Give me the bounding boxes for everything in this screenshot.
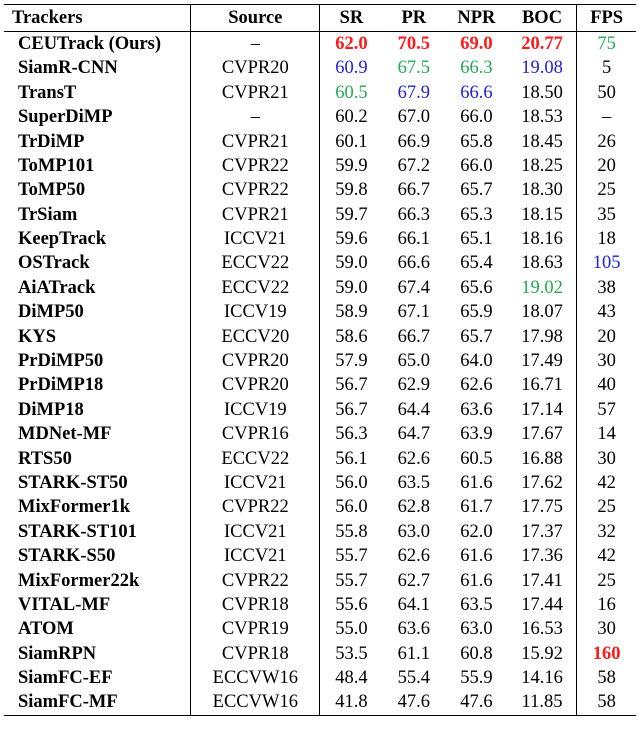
table-row xyxy=(4,447,636,471)
header-boc: BOC xyxy=(508,5,577,32)
table-row xyxy=(4,178,636,202)
fps-cell: 43 xyxy=(577,300,636,324)
boc-cell: 17.98 xyxy=(521,326,563,347)
fps-cell: 75 xyxy=(577,32,636,57)
fps-cell: 105 xyxy=(577,252,636,276)
table-row xyxy=(4,495,636,519)
npr-cell: 63.9 xyxy=(460,424,493,445)
table-row xyxy=(4,105,636,129)
sr-cell: 62.0 xyxy=(335,33,368,54)
sr-cell: 59.0 xyxy=(335,277,368,298)
sr-cell: 59.6 xyxy=(335,229,368,250)
table-row xyxy=(4,349,636,373)
tracker-name-cell: DiMP50 xyxy=(18,302,84,323)
source-cell: CVPR18 xyxy=(191,642,320,666)
pr-cell: 63.6 xyxy=(397,619,431,640)
npr-cell: 63.0 xyxy=(460,619,493,640)
sr-cell: 55.8 xyxy=(335,521,368,542)
source-cell: ICCV19 xyxy=(191,300,320,324)
npr-cell: 62.6 xyxy=(460,375,493,396)
header-source: Source xyxy=(191,5,320,32)
sr-cell: 60.9 xyxy=(335,58,368,79)
npr-cell: 61.7 xyxy=(460,497,493,518)
boc-cell: 16.71 xyxy=(521,375,563,396)
boc-cell: 17.67 xyxy=(521,424,563,445)
source-cell: ICCV19 xyxy=(191,398,320,422)
source-cell: ICCV21 xyxy=(191,520,320,544)
fps-cell: 50 xyxy=(577,81,636,105)
pr-cell: 62.9 xyxy=(397,375,431,396)
npr-cell: 66.6 xyxy=(460,82,493,103)
tracker-name-cell: MixFormer22k xyxy=(18,570,140,591)
pr-cell: 62.6 xyxy=(397,448,431,469)
sr-cell: 60.1 xyxy=(335,131,368,152)
source-cell: CVPR21 xyxy=(191,130,320,154)
fps-cell: 38 xyxy=(577,276,636,300)
pr-cell: 67.2 xyxy=(397,155,431,176)
npr-cell: 66.0 xyxy=(460,155,493,176)
table-row xyxy=(4,691,636,716)
fps-cell: 26 xyxy=(577,130,636,154)
boc-cell: 18.53 xyxy=(521,107,563,128)
pr-cell: 63.5 xyxy=(397,472,431,493)
table-row xyxy=(4,56,636,80)
fps-cell: 30 xyxy=(577,447,636,471)
source-cell: CVPR21 xyxy=(191,203,320,227)
source-cell: CVPR16 xyxy=(191,422,320,446)
table-row xyxy=(4,569,636,593)
source-cell: CVPR20 xyxy=(191,349,320,373)
fps-cell: 35 xyxy=(577,203,636,227)
tracker-name-cell: ATOM xyxy=(18,619,74,640)
npr-cell: 65.4 xyxy=(460,253,493,274)
npr-cell: 65.7 xyxy=(460,180,493,201)
npr-cell: 61.6 xyxy=(460,570,493,591)
boc-cell: 19.02 xyxy=(521,277,563,298)
tracker-name-cell: PrDiMP18 xyxy=(18,375,104,396)
source-cell: CVPR22 xyxy=(191,178,320,202)
source-cell: CVPR22 xyxy=(191,154,320,178)
sr-cell: 58.9 xyxy=(335,302,368,323)
tracker-name-cell: TrSiam xyxy=(18,204,78,225)
source-cell: CVPR22 xyxy=(191,495,320,519)
fps-cell: 5 xyxy=(577,56,636,80)
table-row xyxy=(4,227,636,251)
fps-cell: 32 xyxy=(577,520,636,544)
table-row xyxy=(4,32,636,57)
npr-cell: 62.0 xyxy=(460,521,493,542)
source-cell: – xyxy=(191,32,320,57)
fps-cell: – xyxy=(577,105,636,129)
npr-cell: 60.5 xyxy=(460,448,493,469)
sr-cell: 59.8 xyxy=(335,180,368,201)
pr-cell: 67.1 xyxy=(397,302,431,323)
tracker-name-cell: STARK-ST50 xyxy=(18,472,128,493)
boc-cell: 17.36 xyxy=(521,546,563,567)
npr-cell: 60.8 xyxy=(460,643,493,664)
source-cell: CVPR20 xyxy=(191,373,320,397)
tracker-name-cell: STARK-S50 xyxy=(18,546,116,567)
table-row xyxy=(4,154,636,178)
pr-cell: 66.7 xyxy=(397,180,431,201)
results-table xyxy=(4,4,636,716)
boc-cell: 11.85 xyxy=(508,691,577,716)
tracker-name-cell: SiamR-CNN xyxy=(18,58,118,79)
table-row xyxy=(4,471,636,495)
npr-cell: 65.1 xyxy=(460,229,493,250)
npr-cell: 66.0 xyxy=(460,107,493,128)
table-row xyxy=(4,203,636,227)
npr-cell: 64.0 xyxy=(460,351,493,372)
sr-cell: 56.7 xyxy=(335,399,368,420)
fps-cell: 30 xyxy=(577,349,636,373)
pr-cell: 67.0 xyxy=(397,107,431,128)
tracker-name-cell: KYS xyxy=(18,326,57,347)
table-row xyxy=(4,617,636,641)
boc-cell: 18.45 xyxy=(521,131,563,152)
header-trackers: Trackers xyxy=(4,5,191,32)
source-cell: ECCV22 xyxy=(191,447,320,471)
boc-cell: 17.44 xyxy=(521,594,563,615)
tracker-name-cell: SiamFC-EF xyxy=(18,668,113,689)
fps-cell: 16 xyxy=(577,593,636,617)
npr-cell: 61.6 xyxy=(460,546,493,567)
tracker-name-cell: TransT xyxy=(18,82,77,103)
pr-cell: 67.4 xyxy=(397,277,431,298)
pr-cell: 64.1 xyxy=(397,594,431,615)
fps-cell: 42 xyxy=(577,471,636,495)
fps-cell: 58 xyxy=(577,666,636,690)
tracker-name-cell: RTS50 xyxy=(18,448,72,469)
pr-cell: 61.1 xyxy=(397,643,431,664)
npr-cell: 69.0 xyxy=(460,33,493,54)
table-row xyxy=(4,252,636,276)
npr-cell: 55.9 xyxy=(460,668,493,689)
source-cell: ECCVW16 xyxy=(191,691,320,716)
pr-cell: 67.5 xyxy=(397,58,431,79)
table-row xyxy=(4,276,636,300)
fps-cell: 18 xyxy=(577,227,636,251)
fps-cell: 160 xyxy=(577,642,636,666)
tracker-name-cell: PrDiMP50 xyxy=(18,351,104,372)
tracker-name-cell: MDNet-MF xyxy=(18,424,112,445)
boc-cell: 17.37 xyxy=(521,521,563,542)
npr-cell: 63.6 xyxy=(460,399,493,420)
npr-cell: 61.6 xyxy=(460,472,493,493)
sr-cell: 55.0 xyxy=(335,619,368,640)
fps-cell: 14 xyxy=(577,422,636,446)
pr-cell: 64.7 xyxy=(397,424,431,445)
npr-cell: 65.9 xyxy=(460,302,493,323)
sr-cell: 55.7 xyxy=(335,546,368,567)
boc-cell: 18.16 xyxy=(521,229,563,250)
source-cell: CVPR21 xyxy=(191,81,320,105)
sr-cell: 55.7 xyxy=(335,570,368,591)
sr-cell: 58.6 xyxy=(335,326,368,347)
pr-cell: 65.0 xyxy=(397,351,431,372)
table-row xyxy=(4,544,636,568)
table-row xyxy=(4,325,636,349)
table-body xyxy=(4,32,636,716)
npr-cell: 63.5 xyxy=(460,594,493,615)
tracker-name-cell: AiATrack xyxy=(18,277,96,298)
sr-cell: 59.0 xyxy=(335,253,368,274)
table-row xyxy=(4,666,636,690)
npr-cell: 66.3 xyxy=(460,58,493,79)
source-cell: – xyxy=(191,105,320,129)
table-row xyxy=(4,593,636,617)
header-pr: PR xyxy=(383,5,445,32)
tracker-name-cell: SiamRPN xyxy=(18,643,97,664)
fps-cell: 57 xyxy=(577,398,636,422)
tracker-name-cell: VITAL-MF xyxy=(18,594,111,615)
source-cell: CVPR18 xyxy=(191,593,320,617)
fps-cell: 25 xyxy=(577,178,636,202)
source-cell: ECCV20 xyxy=(191,325,320,349)
header-npr: NPR xyxy=(445,5,508,32)
tracker-name-cell: SuperDiMP xyxy=(18,107,113,128)
sr-cell: 56.0 xyxy=(335,472,368,493)
source-cell: ECCV22 xyxy=(191,276,320,300)
tracker-name-cell: KeepTrack xyxy=(18,229,107,250)
pr-cell: 62.8 xyxy=(397,497,431,518)
sr-cell: 41.8 xyxy=(320,691,383,716)
fps-cell: 30 xyxy=(577,617,636,641)
boc-cell: 18.25 xyxy=(521,155,563,176)
tracker-name-cell: DiMP18 xyxy=(18,399,84,420)
table-row xyxy=(4,300,636,324)
source-cell: ICCV21 xyxy=(191,544,320,568)
table-row xyxy=(4,373,636,397)
table-row xyxy=(4,422,636,446)
pr-cell: 66.3 xyxy=(397,204,431,225)
fps-cell: 58 xyxy=(577,691,636,716)
pr-cell: 66.6 xyxy=(397,253,431,274)
table-row xyxy=(4,520,636,544)
pr-cell: 66.9 xyxy=(397,131,431,152)
npr-cell: 47.6 xyxy=(445,691,508,716)
sr-cell: 60.2 xyxy=(335,107,368,128)
boc-cell: 16.53 xyxy=(521,619,563,640)
boc-cell: 19.08 xyxy=(521,58,563,79)
header-fps: FPS xyxy=(577,5,636,32)
source-cell: ICCV21 xyxy=(191,227,320,251)
tracker-name-cell: TrDiMP xyxy=(18,131,85,152)
tracker-name-cell: MixFormer1k xyxy=(18,497,130,518)
npr-cell: 65.8 xyxy=(460,131,493,152)
pr-cell: 66.1 xyxy=(397,229,431,250)
header-row xyxy=(4,5,636,32)
pr-cell: 67.9 xyxy=(397,82,431,103)
table-row xyxy=(4,81,636,105)
boc-cell: 14.16 xyxy=(521,668,563,689)
sr-cell: 59.7 xyxy=(335,204,368,225)
source-cell: CVPR22 xyxy=(191,569,320,593)
table-row xyxy=(4,130,636,154)
boc-cell: 18.63 xyxy=(521,253,563,274)
pr-cell: 70.5 xyxy=(397,33,431,54)
pr-cell: 63.0 xyxy=(397,521,431,542)
boc-cell: 17.49 xyxy=(521,351,563,372)
boc-cell: 20.77 xyxy=(521,33,563,54)
sr-cell: 48.4 xyxy=(335,668,368,689)
tracker-name-cell: ToMP50 xyxy=(18,180,86,201)
pr-cell: 62.6 xyxy=(397,546,431,567)
npr-cell: 65.3 xyxy=(460,204,493,225)
source-cell: ECCVW16 xyxy=(191,666,320,690)
fps-cell: 42 xyxy=(577,544,636,568)
tracker-name-cell: OSTrack xyxy=(18,253,90,274)
pr-cell: 64.4 xyxy=(397,399,431,420)
boc-cell: 18.07 xyxy=(521,302,563,323)
pr-cell: 62.7 xyxy=(397,570,431,591)
boc-cell: 18.50 xyxy=(521,82,563,103)
boc-cell: 16.88 xyxy=(521,448,563,469)
boc-cell: 17.75 xyxy=(521,497,563,518)
boc-cell: 18.15 xyxy=(521,204,563,225)
tracker-name-cell: SiamFC-MF xyxy=(4,691,191,716)
boc-cell: 17.14 xyxy=(521,399,563,420)
npr-cell: 65.7 xyxy=(460,326,493,347)
sr-cell: 59.9 xyxy=(335,155,368,176)
boc-cell: 18.30 xyxy=(521,180,563,201)
table-row xyxy=(4,398,636,422)
sr-cell: 55.6 xyxy=(335,594,368,615)
source-cell: ICCV21 xyxy=(191,471,320,495)
sr-cell: 56.7 xyxy=(335,375,368,396)
tracker-name-cell: STARK-ST101 xyxy=(18,521,137,542)
sr-cell: 56.1 xyxy=(335,448,368,469)
fps-cell: 40 xyxy=(577,373,636,397)
source-cell: CVPR20 xyxy=(191,56,320,80)
boc-cell: 17.41 xyxy=(521,570,563,591)
pr-cell: 47.6 xyxy=(383,691,445,716)
sr-cell: 60.5 xyxy=(335,82,368,103)
sr-cell: 53.5 xyxy=(335,643,368,664)
fps-cell: 20 xyxy=(577,325,636,349)
sr-cell: 57.9 xyxy=(335,351,368,372)
pr-cell: 55.4 xyxy=(397,668,431,689)
boc-cell: 15.92 xyxy=(521,643,563,664)
pr-cell: 66.7 xyxy=(397,326,431,347)
source-cell: CVPR19 xyxy=(191,617,320,641)
sr-cell: 56.3 xyxy=(335,424,368,445)
tracker-name-cell: CEUTrack (Ours) xyxy=(18,33,162,54)
fps-cell: 20 xyxy=(577,154,636,178)
header-sr: SR xyxy=(320,5,383,32)
table-row xyxy=(4,642,636,666)
boc-cell: 17.62 xyxy=(521,472,563,493)
fps-cell: 25 xyxy=(577,569,636,593)
npr-cell: 65.6 xyxy=(460,277,493,298)
fps-cell: 25 xyxy=(577,495,636,519)
tracker-name-cell: ToMP101 xyxy=(18,155,95,176)
source-cell: ECCV22 xyxy=(191,252,320,276)
sr-cell: 56.0 xyxy=(335,497,368,518)
